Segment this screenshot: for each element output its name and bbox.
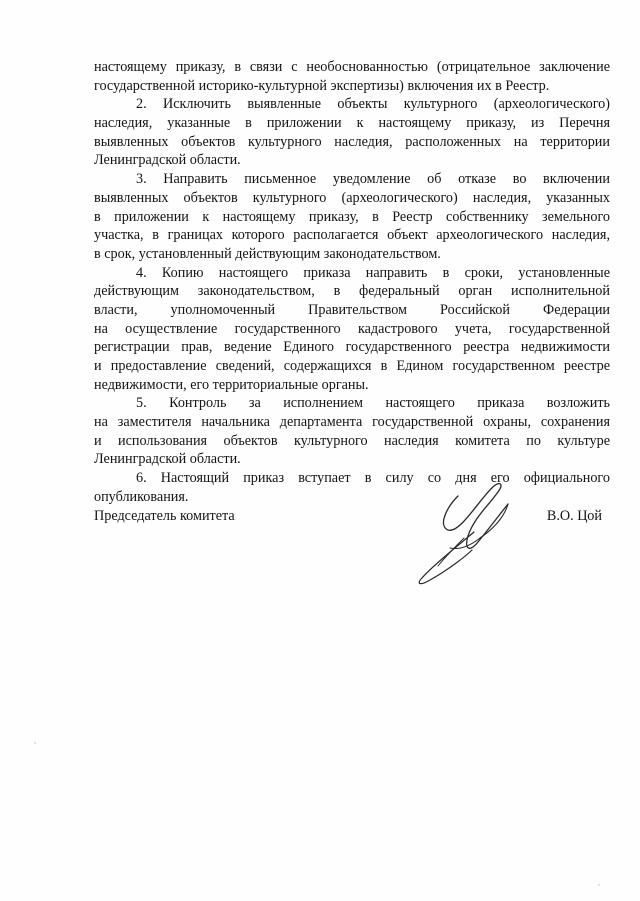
signature-block <box>94 505 610 527</box>
text-line: действующим законодательством, в федеральный орган исполнительной <box>94 283 610 300</box>
text-line: на осуществление государственного кадастрового учета, государственной <box>94 320 610 337</box>
handwritten-signature <box>408 478 528 588</box>
paragraph-4 <box>94 264 610 395</box>
signatory-name: В.О. Цой <box>546 508 602 524</box>
paragraph-6 <box>94 469 610 506</box>
scan-speck <box>598 884 600 886</box>
text-line: на заместителя начальника департамента государственной охраны, сохранения <box>94 414 610 431</box>
text-line: Ленинградской области. <box>94 152 241 169</box>
text-line: 6. Настоящий приказ вступает в силу со дня его официального <box>136 470 610 487</box>
text-line: в приложении к настоящему приказу, в Реестр собственнику земельного <box>94 208 610 225</box>
text-line: 2. Исключить выявленные объекты культурного (археологического) <box>136 96 610 113</box>
text-line: выявленных объектов культурного (археологического) наследия, указанных <box>94 189 610 206</box>
text-line: 4. Копию настоящего приказа направить в сроки, установленные <box>136 264 610 281</box>
text-line: и использования объектов культурного наследия комитета по культуре <box>94 432 610 449</box>
signatory-title: Председатель комитета <box>94 508 235 524</box>
text-line: недвижимости, его территориальные органы. <box>94 376 369 393</box>
text-line: участка, в границах которого располагается объект археологического наследия, <box>94 227 610 244</box>
text-line: 3. Направить письменное уведомление об отказе во включении <box>136 171 610 188</box>
document-body <box>94 58 610 507</box>
paragraph-3 <box>94 170 610 263</box>
paragraph-2 <box>94 95 610 170</box>
text-line: выявленных объектов культурного наследия, расположенных на территории <box>94 133 610 150</box>
text-line: и предоставление сведений, содержащихся в Едином государственном реестре <box>94 358 610 374</box>
text-line: наследия, указанные в приложении к настоящему приказу, из Перечня <box>94 115 610 132</box>
text-line: регистрации прав, ведение Единого государственного реестра недвижимости <box>94 339 610 356</box>
paragraph-intro <box>94 58 610 95</box>
text-line: государственной историко-культурной экспертизы) включения их в Реестр. <box>94 77 550 94</box>
text-line: настоящему приказу, в связи с необоснованностью (отрицательное заключение <box>94 59 610 75</box>
text-line: опубликования. <box>94 488 189 505</box>
text-line: власти, уполномоченный Правительством Российской Федерации <box>94 301 610 318</box>
paragraph-5 <box>94 394 610 469</box>
text-line: Ленинградской области. <box>94 451 241 468</box>
text-line: в срок, установленный действующим законодательством. <box>94 245 441 262</box>
text-line: 5. Контроль за исполнением настоящего приказа возложить <box>136 395 610 412</box>
scan-speck <box>34 742 36 744</box>
